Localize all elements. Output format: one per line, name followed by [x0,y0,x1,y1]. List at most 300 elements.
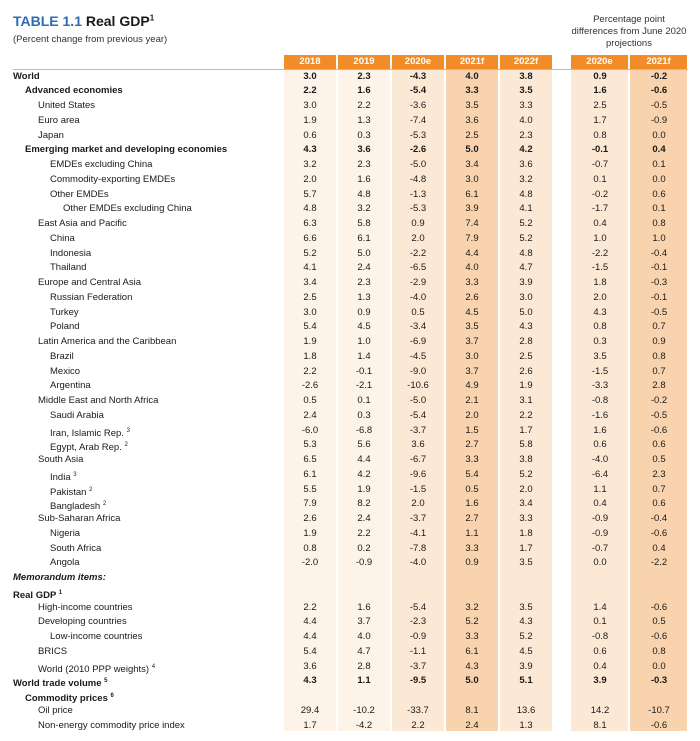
row-label-text: India [50,471,71,483]
cell-2020e: -9.5 [409,675,427,687]
cell-2020e: -6.7 [409,454,427,465]
cell-2019: -0.1 [355,365,373,377]
diff-cell-2020e: 1.4 [593,601,607,613]
cell-2019: 3.6 [357,144,371,156]
cell-2020e: 0.5 [411,306,425,318]
table-row [0,674,700,689]
diff-cell-2021f: 0.1 [652,203,666,215]
row-label [38,335,176,350]
cell-2019: 1.4 [357,350,371,362]
diff-cell-2021f: 1.0 [652,232,666,244]
row-label [50,556,80,571]
row-label-text: Nigeria [50,527,81,539]
cell-2021f: 4.0 [465,262,479,274]
cell-2021f: 3.7 [465,365,479,377]
cell-2018: 5.3 [303,439,317,451]
row-label-text: Commodity prices [25,693,108,705]
diff-cell-2021f: -0.1 [650,291,668,303]
cell-2020e: -4.0 [409,557,427,569]
cell-2020e: -2.6 [409,144,427,156]
cell-2020e: 2.2 [411,719,425,731]
cell-2020e: -0.9 [409,631,427,642]
diff-cell-2021f: 0.6 [652,188,666,200]
diff-cell-2021f: 0.7 [652,483,666,495]
diff-cell-2020e: 2.0 [593,291,607,303]
row-footnote: 2 [89,486,93,493]
diff-cell-2021f: 0.4 [652,542,666,554]
row-label [38,114,80,129]
row-label-text: World [13,70,40,82]
cell-2021f: 1.1 [465,527,479,539]
row-label-text: Pakistan [50,486,87,498]
diff-cell-2020e: 0.3 [593,336,607,347]
projection-note: Percentage point differences from June 2020 projections [571,14,687,49]
cell-2018: 1.8 [303,350,317,362]
row-footnote: 3 [73,471,77,478]
diff-cell-2021f: 2.8 [652,380,666,392]
row-label [38,129,64,144]
cell-2022f: 5.2 [519,232,533,244]
row-label [50,188,109,203]
cell-2022f: 3.1 [519,395,533,406]
diff-cell-2020e: -4.0 [591,454,609,465]
diff-cell-2020e: 0.1 [593,616,607,628]
diff-cell-2020e: 3.9 [593,675,607,687]
row-label [38,394,158,409]
cell-2021f: 4.0 [465,70,479,82]
cell-2022f: 3.8 [519,454,533,465]
diff-cell-2020e: 1.8 [593,277,607,288]
row-label-text: Non-energy commodity price index [38,719,185,731]
row-label-text: High-income countries [38,601,133,613]
cell-2019: 4.8 [357,188,371,200]
cell-2021f: 3.0 [465,350,479,362]
diff-cell-2020e: -1.5 [591,365,609,377]
row-label-text: East Asia and Pacific [38,218,127,229]
row-label-text: Indonesia [50,247,92,259]
cell-2021f: 2.4 [465,719,479,731]
diff-cell-2021f: -0.5 [650,409,668,421]
cell-2019: 1.3 [357,114,371,126]
cell-2020e: -4.8 [409,173,427,185]
diff-cell-2020e: 0.1 [593,173,607,185]
row-label-text: Saudi Arabia [50,409,104,421]
diff-cell-2021f: -2.2 [650,557,668,569]
diff-cell-2020e: -0.7 [591,159,609,170]
cell-2020e: 0.9 [411,218,425,229]
cell-2019: 4.5 [357,321,371,333]
cell-2022f: 2.6 [519,365,533,377]
row-label [38,719,185,734]
cell-2020e: -1.1 [409,645,427,657]
table-row [0,394,700,409]
row-label [13,70,40,85]
diff-cell-2020e: -0.2 [591,188,609,200]
row-label-text: Egypt, Arab Rep. [50,442,122,454]
table-row [0,320,700,335]
cell-2022f: 1.8 [519,527,533,539]
cell-2020e: -5.4 [409,85,427,97]
cell-2019: 2.4 [357,513,371,524]
cell-2019: 6.1 [357,232,371,244]
cell-2020e: -3.7 [409,513,427,524]
diff-cell-2020e: 1.7 [593,114,607,126]
cell-2021f: 5.0 [465,144,479,156]
diff-cell-2021f: 0.0 [652,129,666,141]
row-label [50,320,80,335]
cell-2022f: 3.9 [519,277,533,288]
cell-2022f: 4.2 [519,144,533,156]
cell-2020e: -9.6 [409,468,427,480]
table-row [0,409,700,424]
row-label-text: United States [38,100,96,111]
cell-2022f: 4.5 [519,645,533,657]
cell-2020e: -2.3 [409,616,427,628]
diff-cell-2021f: -0.2 [650,395,668,406]
cell-2022f: 3.0 [519,291,533,303]
row-label-text: Low-income countries [50,631,143,642]
diff-cell-2020e: -0.8 [591,395,609,406]
cell-2020e: -5.4 [409,409,427,421]
diff-cell-2020e: 0.9 [593,70,607,82]
row-footnote: 6 [110,693,114,699]
table-row [0,483,700,498]
table-row [0,379,700,394]
diff-cell-2020e: 0.4 [593,660,607,672]
diff-cell-2020e: 1.6 [593,424,607,436]
cell-2022f: 1.7 [519,542,533,554]
table-row [0,335,700,350]
table-row [0,291,700,306]
cell-2018: 3.2 [303,159,317,170]
cell-2021f: 3.3 [465,542,479,554]
diff-cell-2021f: -0.6 [650,719,668,731]
cell-2022f: 2.2 [519,409,533,421]
table-row [0,276,700,291]
cell-2021f: 7.9 [465,232,479,244]
diff-column-header-2020e: 2020e [571,55,628,69]
cell-2018: 4.1 [303,262,317,274]
cell-2018: -2.0 [301,557,319,569]
cell-2020e: -9.0 [409,365,427,377]
cell-2020e: -1.3 [409,188,427,200]
cell-2019: 1.9 [357,483,371,495]
table-row [0,143,700,158]
diff-cell-2021f: 0.8 [652,645,666,657]
cell-2018: 1.9 [303,114,317,126]
row-label-text: Argentina [50,380,91,392]
column-header-2021f: 2021f [446,55,498,69]
table-row [0,424,700,439]
row-label [50,379,91,394]
cell-2022f: 2.5 [519,350,533,362]
cell-2019: 1.3 [357,291,371,303]
cell-2018: 4.4 [303,631,317,642]
cell-2018: 3.6 [303,660,317,672]
diff-cell-2020e: 0.8 [593,321,607,333]
cell-2020e: -5.0 [409,159,427,170]
diff-cell-2021f: -0.3 [650,277,668,288]
cell-2022f: 4.7 [519,262,533,274]
diff-cell-2021f: -0.3 [650,675,668,687]
cell-2019: -6.8 [355,424,373,436]
cell-2018: 6.5 [303,454,317,465]
table-title-text: Real GDP [85,13,150,29]
cell-2019: -10.2 [353,704,375,716]
cell-2020e: -6.5 [409,262,427,274]
row-label-text: China [50,232,75,244]
row-label-text: Bangladesh [50,501,101,513]
cell-2019: 3.7 [357,616,371,628]
cell-2022f: 3.9 [519,660,533,672]
diff-cell-2021f: 0.6 [652,498,666,510]
table-row [0,453,700,468]
row-label-text: Iran, Islamic Rep. [50,427,124,439]
cell-2018: 5.4 [303,321,317,333]
diff-cell-2021f: -0.5 [650,306,668,318]
row-label-text: Developing countries [38,616,127,628]
row-footnote: 3 [126,427,130,434]
row-label-text: Europe and Central Asia [38,277,141,288]
cell-2022f: 1.3 [519,719,533,731]
cell-2021f: 6.1 [465,645,479,657]
cell-2019: 0.9 [357,306,371,318]
cell-2022f: 1.7 [519,424,533,436]
cell-2020e: -5.3 [409,129,427,141]
diff-cell-2020e: -0.8 [591,631,609,642]
diff-column-header-2021f: 2021f [630,55,687,69]
cell-2021f: 4.3 [465,660,479,672]
cell-2022f: 5.2 [519,468,533,480]
cell-2022f: 5.2 [519,218,533,229]
cell-2019: 1.6 [357,601,371,613]
row-footnote: 4 [151,663,156,670]
row-label-text: Japan [38,129,64,141]
row-label [38,601,133,616]
table-number: TABLE 1.1 [13,13,82,29]
cell-2019: -2.1 [355,380,373,392]
table-row [0,365,700,380]
row-label [50,365,80,380]
cell-2022f: 3.4 [519,498,533,510]
diff-cell-2020e: -0.9 [591,527,609,539]
table-row [0,704,700,719]
cell-2020e: -4.3 [409,70,427,82]
cell-2022f: 1.9 [519,380,533,392]
row-label [50,350,74,365]
row-label [38,453,83,468]
row-label-text: Poland [50,321,80,333]
row-label-text: Latin America and the Caribbean [38,336,177,347]
cell-2019: 1.6 [357,173,371,185]
cell-2022f: 2.0 [519,483,533,495]
cell-2021f: 2.5 [465,129,479,141]
cell-2018: 5.5 [303,483,317,495]
diff-cell-2020e: 0.4 [593,218,607,229]
diff-cell-2021f: -0.2 [650,70,668,82]
cell-2020e: -5.4 [409,601,427,613]
cell-2022f: 3.5 [519,601,533,613]
diff-cell-2021f: -0.9 [650,114,668,126]
cell-2019: 4.0 [357,631,371,642]
diff-cell-2020e: -1.7 [591,203,609,215]
row-label [50,173,175,188]
cell-2018: 4.4 [303,616,317,628]
cell-2022f: 5.2 [519,631,533,642]
cell-2021f: 2.0 [465,409,479,421]
cell-2019: 2.3 [357,277,371,288]
row-label [38,615,127,630]
cell-2022f: 3.5 [519,557,533,569]
table-row [0,497,700,512]
row-label-text: Thailand [50,262,87,274]
column-header-2022f: 2022f [500,55,552,69]
cell-2022f: 2.8 [519,336,533,347]
cell-2019: 2.2 [357,527,371,539]
table-row [0,571,700,586]
row-label [38,99,95,114]
row-label-text: South Asia [38,454,84,465]
table-row [0,438,700,453]
row-label-text: South Africa [50,542,102,554]
cell-2018: 6.6 [303,232,317,244]
diff-cell-2021f: -0.6 [650,527,668,539]
cell-2021f: 2.6 [465,291,479,303]
cell-2018: 2.2 [303,601,317,613]
cell-2020e: -3.7 [409,424,427,436]
row-label [63,202,192,217]
row-label-text: Euro area [38,114,80,126]
row-label [38,276,141,291]
table-row [0,70,700,85]
diff-cell-2021f: 0.7 [652,321,666,333]
cell-2022f: 4.1 [519,203,533,215]
table-row [0,719,700,734]
row-label-text: Brazil [50,350,74,362]
cell-2021f: 1.6 [465,498,479,510]
cell-2018: 3.4 [303,277,317,288]
diff-cell-2021f: -0.6 [650,601,668,613]
row-label [50,291,132,306]
cell-2018: 2.0 [303,173,317,185]
cell-2019: 3.2 [357,203,371,215]
diff-cell-2020e: 0.8 [593,129,607,141]
row-label-text: Memorandum items: [13,572,106,583]
cell-2018: -6.0 [301,424,319,436]
table-row [0,556,700,571]
cell-2021f: 1.5 [465,424,479,436]
table-row [0,350,700,365]
cell-2018: 5.4 [303,645,317,657]
cell-2020e: -7.8 [409,542,427,554]
cell-2020e: -5.3 [409,203,427,215]
cell-2021f: 3.9 [465,203,479,215]
cell-2021f: 4.5 [465,306,479,318]
column-header-2020e: 2020e [392,55,444,69]
cell-2018: 2.5 [303,291,317,303]
table-row [0,630,700,645]
cell-2022f: 3.3 [519,513,533,524]
table-row [0,660,700,675]
table-row [0,542,700,557]
cell-2018: 5.7 [303,188,317,200]
row-label [50,261,86,276]
diff-cell-2021f: 0.9 [652,336,666,347]
diff-cell-2021f: -0.5 [650,100,668,111]
row-footnote: 2 [124,442,128,449]
cell-2019: 4.4 [357,454,371,465]
table-row [0,99,700,114]
row-label [50,542,101,557]
cell-2021f: 5.0 [465,675,479,687]
cell-2018: 4.3 [303,144,317,156]
cell-2021f: 3.6 [465,114,479,126]
cell-2019: 1.1 [357,675,371,687]
row-label-text: Other EMDEs [50,188,109,200]
cell-2018: 3.0 [303,306,317,318]
table-row [0,84,700,99]
table-row [0,173,700,188]
cell-2022f: 3.3 [519,100,533,111]
row-label-text: Middle East and North Africa [38,395,159,406]
cell-2019: 2.3 [357,70,371,82]
cell-2021f: 3.5 [465,321,479,333]
cell-2022f: 3.6 [519,159,533,170]
cell-2018: 6.1 [303,468,317,480]
cell-2021f: 0.9 [465,557,479,569]
diff-cell-2021f: -0.4 [650,247,668,259]
table-row [0,689,700,704]
cell-2018: 1.9 [303,527,317,539]
row-label-text: Emerging market and developing economies [25,144,228,156]
diff-cell-2020e: -1.5 [591,262,609,274]
row-label [13,571,106,586]
row-label-text: Advanced economies [25,85,123,97]
cell-2020e: 2.0 [411,498,425,510]
cell-2019: 2.8 [357,660,371,672]
diff-cell-2021f: 0.5 [652,616,666,628]
row-label-text: World (2010 PPP weights) [38,663,150,675]
row-label-text: EMDEs excluding China [50,159,153,170]
row-label [38,217,127,232]
table-row [0,527,700,542]
table-subtitle: (Percent change from previous year) [13,34,168,45]
row-label-text: Turkey [50,306,79,318]
row-label-text: Other EMDEs excluding China [63,203,192,215]
diff-cell-2021f: 0.7 [652,365,666,377]
table-row [0,601,700,616]
cell-2020e: 3.6 [411,439,425,451]
cell-2018: 1.9 [303,336,317,347]
cell-2021f: 3.2 [465,601,479,613]
cell-2021f: 4.4 [465,247,479,259]
diff-cell-2020e: -1.6 [591,409,609,421]
cell-2020e: -3.7 [409,660,427,672]
row-footnote: 5 [104,678,108,685]
diff-cell-2020e: -2.2 [591,247,609,259]
cell-2020e: -2.9 [409,277,427,288]
cell-2022f: 4.3 [519,616,533,628]
cell-2021f: 8.1 [465,704,479,716]
cell-2018: 5.2 [303,247,317,259]
cell-2019: -4.2 [355,719,373,731]
cell-2020e: -4.1 [409,527,427,539]
row-label [38,645,67,660]
diff-cell-2021f: 0.5 [652,454,666,465]
diff-cell-2021f: -0.1 [650,262,668,274]
row-label [25,143,227,158]
cell-2021f: 3.0 [465,173,479,185]
